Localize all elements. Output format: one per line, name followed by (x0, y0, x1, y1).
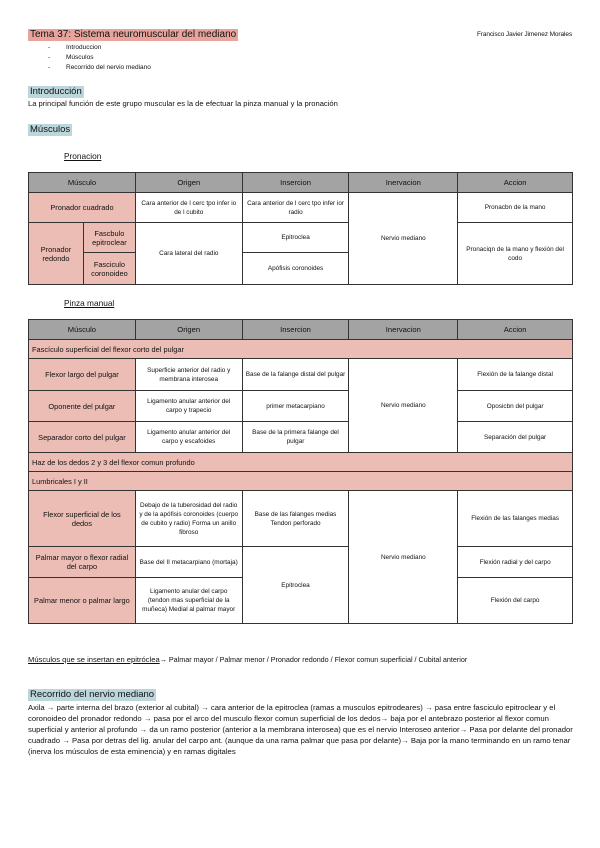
origen-cell: Cara lateral del radio (135, 223, 242, 285)
accion-cell: Oposicbn del pulgar (458, 391, 573, 422)
origen-cell: Base del II metacarpiano (mortaja) (135, 547, 242, 578)
col-header: Músculo (29, 173, 136, 193)
toc-item: - Introduccion (48, 44, 102, 51)
inervacion-cell: Nervio mediano (349, 359, 458, 453)
section-heading-intro: Introducción (30, 86, 82, 97)
insercion-cell: primer metacarpiano (242, 391, 349, 422)
insercion-cell: Base de las falanges medias Tendon perforado (242, 491, 349, 547)
insercion-cell: Epitroclea (242, 547, 349, 624)
origen-cell: Debajo de la tuberosidad del radio y de la apófisis coronoides (cuerpo de cubito y radio) Forma un anillo fibroso (135, 491, 242, 547)
accion-cell: Separación del pulgar (458, 422, 573, 453)
muscle-name: Oponente del pulgar (29, 391, 136, 422)
insercion-cell: Base de la primera falange del pulgar (242, 422, 349, 453)
insercion-cell: Apófisis coronoides (242, 253, 349, 285)
accion-cell: Pronaciqn de la mano y flexión del codo (458, 223, 573, 285)
col-header: Origen (135, 173, 242, 193)
muscle-name: Flexor largo del pulgar (29, 359, 136, 391)
muscle-name: Palmar menor o palmar largo (29, 578, 136, 624)
muscle-name: Separador corto del pulgar (29, 422, 136, 453)
fasciculo-name: Fascbulo epitroclear (83, 223, 135, 253)
toc-item: - Recorrido del nervio mediano (48, 64, 151, 71)
pinza-table (28, 319, 573, 624)
section-heading-recorrido: Recorrido del nervio mediano (30, 689, 155, 700)
col-header: Insercion (242, 173, 349, 193)
origen-cell: Ligamento anular del carpo (tendon mas superficial de la muñeca) Medial al palmar mayor (135, 578, 242, 624)
toc-item: - Músculos (48, 54, 94, 61)
group-row: Lumbricales I y II (29, 472, 573, 491)
origen-cell: Cara anterior de l cerc tpo infer io de l cubito (135, 193, 242, 223)
epitroclea-note (28, 655, 467, 664)
muscle-name: Pronador redondo (29, 223, 84, 285)
muscle-name: Pronador cuadrado (29, 193, 136, 223)
insercion-cell: Epitroclea (242, 223, 349, 253)
inervacion-cell: Nervio mediano (349, 193, 458, 285)
intro-text: La principal función de este grupo muscular es la de efectuar la pinza manual y la pronación (28, 99, 338, 108)
col-header: Músculo (29, 320, 136, 340)
inervacion-cell: Nervio mediano (349, 491, 458, 624)
col-header: Accion (458, 320, 573, 340)
table-of-contents (48, 43, 151, 73)
accion-cell: Flexión de las falanges medias (458, 491, 573, 547)
muscle-name: Palmar mayor o flexor radial del carpo (29, 547, 136, 578)
section-heading-musculos: Músculos (30, 124, 71, 135)
subheading-pronacion: Pronacion (64, 151, 102, 161)
accion-cell: Pronacbn de la mano (458, 193, 573, 223)
accion-cell: Flexión radial y del carpo (458, 547, 573, 578)
muscle-name: Flexor superficial de los dedos (29, 491, 136, 547)
accion-cell: Flexión de la falange distal (458, 359, 573, 391)
author-name: Francisco Javier Jimenez Morales (476, 31, 572, 38)
recorrido-text: Axila → parte interna del brazo (exterior al cubital) → cara anterior de la epitroclea (ramas a musculos epitrodeares) → pasa entre fasciculo epitroclear y el coronoideo del pronador redondo → pasa por el arco del musculo flexor comun superficial de los dedos→ baja por el antebrazo posterior al flexor comun superficial y anterior al profundo → da un ramo posterior (anterior a la membrana interosea) que es el nervio Interoseo anterior→ Pasa por delante del pronador cuadrado → Pasa por detras del lig. anular del carpo ant. (aunque da una rama palmar que pasa por delante)→ Baja por la mano terminando en un ramo tenar (inerva los músculos de esta eminencia) y en ramas digitales (28, 703, 573, 756)
origen-cell: Ligamento anular anterior del carpo y trapecio (135, 391, 242, 422)
subheading-pinza: Pinza manual (64, 298, 115, 308)
note-label: Músculos que se insertan en epitróclea (28, 655, 160, 664)
accion-cell: Flexión del carpo (458, 578, 573, 624)
origen-cell: Superficie anterior del radio y membrana interosea (135, 359, 242, 391)
note-text: → Palmar mayor / Palmar menor / Pronador redondo / Flexor comun superficial / Cubital anterior (159, 655, 468, 664)
page-title: Tema 37: Sistema neuromuscular del mediano (30, 29, 237, 40)
group-row: Haz de los dedos 2 y 3 del flexor comun profundo (29, 453, 573, 472)
fasciculo-name: Fasciculo coronoideo (83, 253, 135, 285)
group-row: Fascículo superficial del flexor corto del pulgar (29, 340, 573, 359)
col-header: Accion (458, 173, 573, 193)
insercion-cell: Cara anterior de l cerc tpo infer ior radio (242, 193, 349, 223)
origen-cell: Ligamento anular anterior del carpo y escafoides (135, 422, 242, 453)
col-header: Insercion (242, 320, 349, 340)
col-header: Inervacion (349, 173, 458, 193)
insercion-cell: Base de la falange distal del pulgar (242, 359, 349, 391)
pronacion-table (28, 172, 573, 285)
col-header: Origen (135, 320, 242, 340)
col-header: Inervacion (349, 320, 458, 340)
